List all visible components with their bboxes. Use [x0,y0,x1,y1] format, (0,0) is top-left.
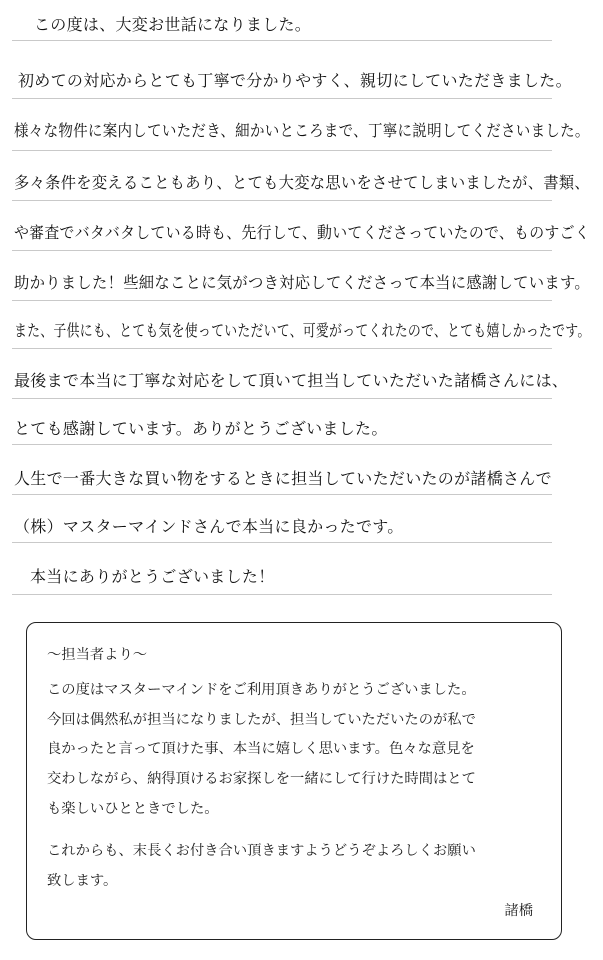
ruled-line [12,40,552,41]
staff-comment-box [26,622,562,940]
letter-line: 人生で一番大きな買い物をするときに担当していただいたのが諸橋さんで [14,469,552,488]
note-line: これからも、末長くお付き合い頂きますようどうぞよろしくお願い [47,843,476,859]
ruled-line [12,542,552,543]
ruled-line [12,200,552,201]
note-line: 交わしながら、納得頂けるお家探しを一緒にして行けた時間はとて [47,771,476,787]
note-heading: ～担当者より～ [47,647,148,663]
letter-line: また、子供にも、とても気を使っていただいて、可愛がってくれたので、とても嬉しかったです。 [14,321,591,340]
ruled-line [12,398,552,399]
ruled-line [12,494,552,495]
ruled-line [12,98,552,99]
letter-line: や審査でバタバタしている時も、先行して、動いてくださっていたので、ものすごく [14,223,590,242]
note-line: 致します。 [47,873,118,889]
note-signature: 諸橋 [504,903,533,919]
letter-line: 助かりました！些細なことに気がつき対応してくださって本当に感謝しています。 [14,273,590,292]
ruled-line [12,300,552,301]
note-line: この度はマスターマインドをご利用頂きありがとうございました。 [47,682,476,698]
note-line: 今回は偶然私が担当になりましたが、担当していただいたのが私で [47,712,476,728]
note-line: 良かったと言って頂けた事、本当に嬉しく思います。色々な意見を [47,741,475,757]
letter-line: （株）マスターマインドさんで本当に良かったです。 [14,517,404,536]
note-line: も楽しいひとときでした。 [47,801,219,817]
ruled-line [12,250,552,251]
ruled-line [12,444,552,445]
letter-line: この度は、大変お世話になりました。 [34,15,312,34]
letter-line: 様々な物件に案内していただき、細かいところまで、丁寧に説明してくださいました。 [14,121,590,140]
letter-line: 最後まで本当に丁寧な対応をして頂いて担当していただいた諸橋さんには、 [14,371,569,390]
letter-line: 本当にありがとうございました！ [30,567,275,586]
ruled-line [12,150,552,151]
letter-line: 多々条件を変えることもあり、とても大変な思いをさせてしまいましたが、書類、 [14,173,590,192]
ruled-line [12,594,552,595]
ruled-line [12,348,552,349]
letter-line: 初めての対応からとても丁寧で分かりやすく、親切にしていただきました。 [18,71,572,90]
letter-line: とても感謝しています。ありがとうございました。 [14,419,388,438]
